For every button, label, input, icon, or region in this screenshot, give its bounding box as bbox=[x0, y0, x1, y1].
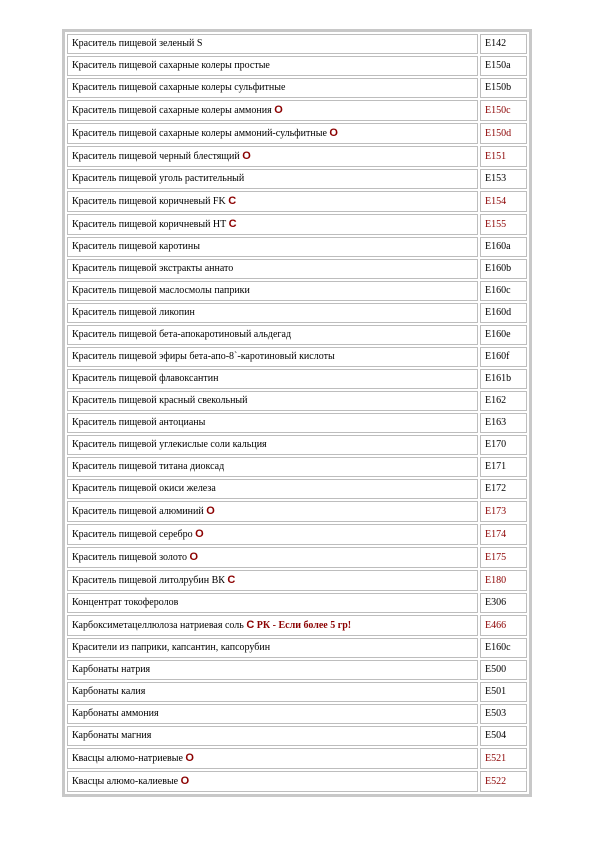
hazard-flag: O bbox=[185, 752, 194, 764]
additive-name: Карбонаты магния bbox=[72, 730, 152, 741]
hazard-flag: C bbox=[228, 218, 237, 230]
additive-name: Краситель пищевой черный блестящий bbox=[72, 151, 240, 162]
additive-name-cell bbox=[67, 413, 478, 433]
e-code-cell: E150d bbox=[480, 123, 527, 144]
additive-name: Карбонаты натрия bbox=[72, 664, 151, 675]
hazard-flag: O bbox=[206, 505, 215, 517]
additive-name: Краситель пищевой экстракты аннато bbox=[72, 263, 234, 274]
e-code-cell: E174 bbox=[480, 524, 527, 545]
e-code-cell: E153 bbox=[480, 169, 527, 189]
additive-name: Краситель пищевой сахарные колеры аммония bbox=[72, 105, 272, 116]
additives-table-body bbox=[67, 34, 527, 792]
additive-name-cell bbox=[67, 726, 478, 746]
table-row bbox=[67, 771, 527, 792]
e-code-cell: E501 bbox=[480, 682, 527, 702]
hazard-flag: O bbox=[329, 127, 338, 139]
table-row bbox=[67, 457, 527, 477]
table-row bbox=[67, 281, 527, 301]
table-row bbox=[67, 726, 527, 746]
additive-name-cell bbox=[67, 457, 478, 477]
hazard-flag: O bbox=[180, 775, 190, 787]
e-code-cell: E521 bbox=[480, 748, 527, 769]
e-code-cell: E160a bbox=[480, 237, 527, 257]
e-code-cell: E161b bbox=[480, 369, 527, 389]
additive-name: Краситель пищевой флавоксантин bbox=[72, 373, 219, 384]
table-row bbox=[67, 413, 527, 433]
additive-name: Краситель пищевой антоцианы bbox=[72, 417, 206, 428]
warning-note: РК - Если более 5 гр! bbox=[256, 620, 352, 631]
table-row bbox=[67, 391, 527, 411]
table-row bbox=[67, 479, 527, 499]
additive-name: Краситель пищевой зеленый S bbox=[72, 38, 203, 49]
additive-name-cell bbox=[67, 281, 478, 301]
e-code-cell: E142 bbox=[480, 34, 527, 54]
additive-name-cell bbox=[67, 435, 478, 455]
table-row bbox=[67, 501, 527, 522]
e-code-cell: E172 bbox=[480, 479, 527, 499]
additive-name-cell bbox=[67, 369, 478, 389]
additive-name: Краситель пищевой ликопин bbox=[72, 307, 195, 318]
table-row bbox=[67, 169, 527, 189]
table-row bbox=[67, 593, 527, 613]
e-code-cell: E160f bbox=[480, 347, 527, 367]
hazard-flag: O bbox=[274, 104, 283, 116]
e-code-cell: E171 bbox=[480, 457, 527, 477]
additive-name-cell bbox=[67, 501, 478, 522]
table-row bbox=[67, 123, 527, 144]
additive-name: Краситель пищевой серебро bbox=[72, 529, 193, 540]
additive-name: Краситель пищевой сахарные колеры аммоний-сульфитные bbox=[72, 128, 327, 139]
table-row bbox=[67, 347, 527, 367]
e-code-cell: E155 bbox=[480, 214, 527, 235]
table-row bbox=[67, 146, 527, 167]
additive-name: Краситель пищевой алюминий bbox=[72, 506, 204, 517]
e-code-cell: E163 bbox=[480, 413, 527, 433]
additive-name: Краситель пищевой уголь растительный bbox=[72, 173, 245, 184]
additive-name: Краситель пищевой титана диоксад bbox=[72, 461, 225, 472]
table-row bbox=[67, 524, 527, 545]
e-code-cell: E500 bbox=[480, 660, 527, 680]
table-row bbox=[67, 660, 527, 680]
additive-name-cell bbox=[67, 347, 478, 367]
additive-name: Краситель пищевой литолрубин ВК bbox=[72, 575, 225, 586]
additive-name: Карбонаты калия bbox=[72, 686, 146, 697]
table-row bbox=[67, 547, 527, 568]
e-code-cell: E162 bbox=[480, 391, 527, 411]
additive-name-cell bbox=[67, 704, 478, 724]
additive-name-cell bbox=[67, 391, 478, 411]
additive-name-cell bbox=[67, 638, 478, 658]
table-row bbox=[67, 214, 527, 235]
additive-name: Концентрат токоферолов bbox=[72, 597, 179, 608]
e-code-cell: E160c bbox=[480, 638, 527, 658]
table-row bbox=[67, 237, 527, 257]
e-code-cell: E154 bbox=[480, 191, 527, 212]
table-row bbox=[67, 369, 527, 389]
additive-name-cell bbox=[67, 100, 478, 121]
additive-name: Карбоксиметацеллюлоза натриевая соль bbox=[72, 620, 244, 631]
hazard-flag: C bbox=[246, 619, 255, 631]
additive-name-cell bbox=[67, 325, 478, 345]
e-code-cell: E504 bbox=[480, 726, 527, 746]
table-row bbox=[67, 570, 527, 591]
additive-name-cell bbox=[67, 682, 478, 702]
e-code-cell: E173 bbox=[480, 501, 527, 522]
table-row bbox=[67, 615, 527, 636]
e-code-cell: E160b bbox=[480, 259, 527, 279]
table-row bbox=[67, 100, 527, 121]
table-row bbox=[67, 78, 527, 98]
table-row bbox=[67, 638, 527, 658]
e-code-cell: E170 bbox=[480, 435, 527, 455]
e-code-cell: E503 bbox=[480, 704, 527, 724]
e-code-cell: E160c bbox=[480, 281, 527, 301]
additives-table bbox=[65, 32, 529, 794]
table-row bbox=[67, 259, 527, 279]
e-code-cell: E150b bbox=[480, 78, 527, 98]
additive-name-cell bbox=[67, 524, 478, 545]
e-code-cell: E150a bbox=[480, 56, 527, 76]
additive-name: Краситель пищевой красный свекольный bbox=[72, 395, 248, 406]
additive-name-cell bbox=[67, 547, 478, 568]
additive-name-cell bbox=[67, 748, 478, 769]
additive-name: Краситель пищевой каротины bbox=[72, 241, 200, 252]
e-code-cell: E466 bbox=[480, 615, 527, 636]
table-row bbox=[67, 34, 527, 54]
additive-name: Краситель пищевой маслосмолы паприки bbox=[72, 285, 250, 296]
additive-name-cell bbox=[67, 259, 478, 279]
hazard-flag: C bbox=[228, 195, 237, 207]
additive-name-cell bbox=[67, 169, 478, 189]
table-row bbox=[67, 325, 527, 345]
e-code-cell: E151 bbox=[480, 146, 527, 167]
table-row bbox=[67, 748, 527, 769]
additive-name: Краситель пищевой эфиры бета-апо-8`-каротиновый кислоты bbox=[72, 351, 335, 362]
e-code-cell: E160d bbox=[480, 303, 527, 323]
additive-name: Карбонаты аммония bbox=[72, 708, 159, 719]
additive-name-cell bbox=[67, 56, 478, 76]
additive-name-cell bbox=[67, 191, 478, 212]
e-code-cell: E180 bbox=[480, 570, 527, 591]
additive-name-cell bbox=[67, 78, 478, 98]
table-row bbox=[67, 704, 527, 724]
additive-name: Краситель пищевой золото bbox=[72, 552, 187, 563]
e-code-cell: E150c bbox=[480, 100, 527, 121]
additive-name-cell bbox=[67, 479, 478, 499]
e-code-cell: E522 bbox=[480, 771, 527, 792]
additive-name-cell bbox=[67, 214, 478, 235]
additive-name-cell bbox=[67, 237, 478, 257]
hazard-flag: O bbox=[195, 528, 204, 540]
additive-name-cell bbox=[67, 615, 478, 636]
additive-name: Краситель пищевой сахарные колеры сульфитные bbox=[72, 82, 286, 93]
additive-name: Краситель пищевой сахарные колеры простые bbox=[72, 60, 270, 71]
additive-name-cell bbox=[67, 303, 478, 323]
additive-name-cell bbox=[67, 660, 478, 680]
e-code-cell: E175 bbox=[480, 547, 527, 568]
additive-name: Краситель пищевой коричневый FK bbox=[72, 196, 226, 207]
table-row bbox=[67, 303, 527, 323]
additive-name-cell bbox=[67, 593, 478, 613]
additive-name: Квасцы алюмо-натриевые bbox=[72, 753, 183, 764]
table-row bbox=[67, 682, 527, 702]
additive-name: Квасцы алюмо-калиевые bbox=[72, 776, 179, 787]
additive-name: Краситель пищевой окиси железа bbox=[72, 483, 216, 494]
hazard-flag: C bbox=[227, 574, 236, 586]
table-row bbox=[67, 435, 527, 455]
additive-name: Краситель пищевой коричневый HT bbox=[72, 219, 227, 230]
additive-name-cell bbox=[67, 34, 478, 54]
e-code-cell: E306 bbox=[480, 593, 527, 613]
hazard-flag: O bbox=[242, 150, 251, 162]
additive-name: Красители из паприки, капсантин, капсорубин bbox=[72, 642, 271, 653]
additive-name: Краситель пищевой бета-апокаротиновый альдегад bbox=[72, 329, 292, 340]
additive-name-cell bbox=[67, 146, 478, 167]
additive-name: Краситель пищевой углекислые соли кальция bbox=[72, 439, 267, 450]
e-code-cell: E160e bbox=[480, 325, 527, 345]
hazard-flag: O bbox=[189, 551, 199, 563]
table-row bbox=[67, 191, 527, 212]
additive-name-cell bbox=[67, 570, 478, 591]
table-row bbox=[67, 56, 527, 76]
additive-name-cell bbox=[67, 771, 478, 792]
additives-table-frame bbox=[62, 29, 532, 797]
additive-name-cell bbox=[67, 123, 478, 144]
